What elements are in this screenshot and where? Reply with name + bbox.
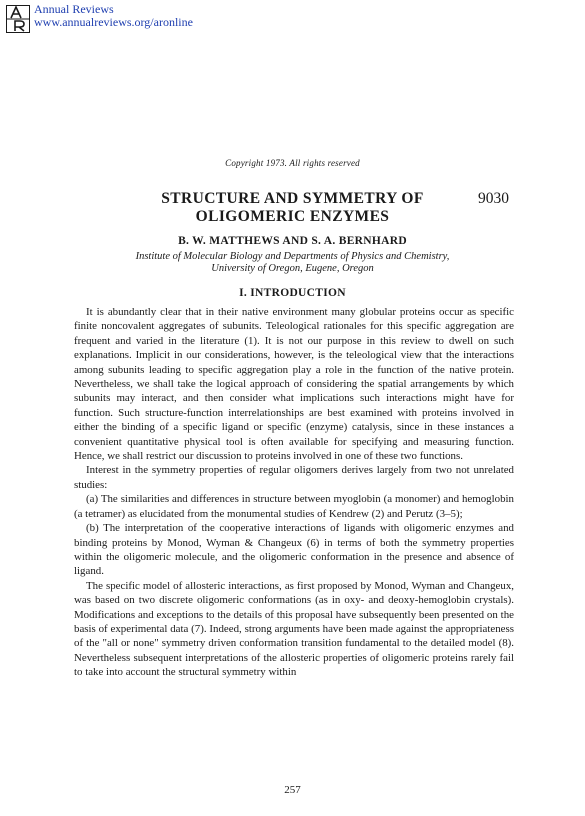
publisher-name[interactable]: Annual Reviews (34, 2, 114, 16)
copyright-notice: Copyright 1973. All rights reserved (225, 158, 360, 168)
paragraph-2: Interest in the symmetry properties of regular oligomers derives largely from two not unrelated studies: (74, 464, 514, 491)
paragraph-5: The specific model of allosteric interactions, as first proposed by Monod, Wyman and Changeux, was based on two discrete oligomeric conformations (as in oxy- and deoxy-hemoglobin crystals). Modifications and exceptions to the details of this proposal have subsequently been presented on the basis of experimental data (7). Indeed, strong arguments have been made against the appropriateness of the "all or none" symmetry driven conformation transition fundamental to the detailed model (8). Nevertheless subsequent interpretations of the allosteric properties of oligomeric proteins rarely fail to take into account the structural symmetry within (74, 579, 514, 679)
publisher-url-link[interactable]: www.annualreviews.org/aronline (34, 15, 193, 29)
article-code: 9030 (478, 190, 509, 207)
paragraph-1: It is abundantly clear that in their native environment many globular proteins occur as specific finite noncovalent aggregates of subunits. Teleological rationales for this specific aggregation are frequent and varied in the literature (1). It is not our purpose in this review to dwell on such explanations. Implicit in our considerations, however, is the teleological view that the interactions among subunits leading to specific aggregation play a role in the function of the native protein. Nevertheless, we shall take the logical approach of considering the spatial arrangements by which subunits may interact, and then consider what implications such interactions might have for function. Such structure-function interrelationships are best examined with proteins involved in either the binding of a specific ligand or specific (enzyme) catalysis, since in these instances a convenient quantitative physical tool is often available for specifying and measuring function. Hence, we shall restrict our discussion to proteins involved in one of these two functions. (74, 306, 514, 463)
affiliation-line-2: University of Oregon, Eugene, Oregon (211, 263, 374, 274)
section-heading: I. INTRODUCTION (239, 287, 346, 299)
annual-reviews-logo-icon (6, 5, 30, 33)
authors: B. W. MATTHEWS AND S. A. BERNHARD (178, 235, 407, 247)
affiliation-line-1: Institute of Molecular Biology and Departments of Physics and Chemistry, (135, 251, 450, 262)
title-line-2: OLIGOMERIC ENZYMES (195, 208, 390, 225)
affiliation (0, 251, 585, 275)
page-number: 257 (284, 784, 301, 796)
title-line-1: STRUCTURE AND SYMMETRY OF (161, 190, 424, 207)
publisher-header (6, 3, 266, 33)
paragraph-4: (b) The interpretation of the cooperative interactions of ligands with oligomeric enzymes and binding proteins by Monod, Wyman & Changeux (6) in terms of both the symmetry properties within the oligomeric molecule, and the oligomeric conformation in the presence and absence of ligand. (74, 522, 514, 578)
article-body (74, 305, 514, 680)
paragraph-3: (a) The similarities and differences in structure between myoglobin (a monomer) and hemoglobin (a tetramer) as elucidated from the monumental studies of Kendrew (2) and Perutz (3–5); (74, 493, 514, 520)
